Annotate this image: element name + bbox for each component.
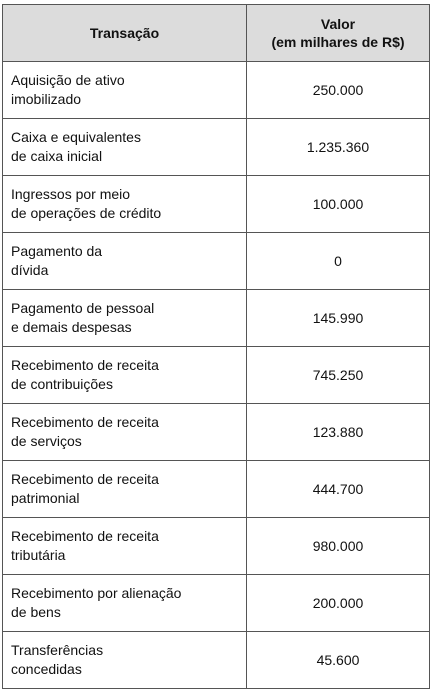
table-row	[3, 233, 430, 290]
transaction-label	[3, 119, 247, 176]
transaction-label-line1: Ingressos por meio	[11, 186, 131, 202]
header-transacao: Transação	[3, 5, 247, 62]
transaction-value: 980.000	[247, 518, 430, 575]
transaction-label-line1: Caixa e equivalentes	[11, 129, 141, 145]
header-valor-line1: Valor	[320, 16, 356, 32]
transaction-label-line2: de contribuições	[11, 376, 113, 392]
transaction-label-line2: e demais despesas	[11, 319, 132, 335]
transaction-label-line1: Pagamento da	[11, 243, 103, 259]
transaction-label	[3, 290, 247, 347]
table-row	[3, 404, 430, 461]
transaction-label-line2: tributária	[11, 547, 66, 563]
transaction-label	[3, 575, 247, 632]
transaction-label-line1: Recebimento por alienação	[11, 585, 182, 601]
header-valor-line2: (em milhares de R$)	[271, 34, 405, 50]
table-row	[3, 632, 430, 689]
transaction-value: 145.990	[247, 290, 430, 347]
table-row	[3, 62, 430, 119]
header-row	[3, 5, 430, 62]
transaction-label	[3, 632, 247, 689]
transaction-value: 100.000	[247, 176, 430, 233]
transactions-table	[2, 4, 430, 689]
transaction-label	[3, 518, 247, 575]
transaction-label	[3, 233, 247, 290]
table-row	[3, 290, 430, 347]
transaction-value: 123.880	[247, 404, 430, 461]
transaction-label-line2: patrimonial	[11, 490, 80, 506]
transaction-label-line1: Pagamento de pessoal	[11, 300, 155, 316]
transaction-label-line1: Aquisição de ativo	[11, 72, 125, 88]
transaction-label-line2: de bens	[11, 604, 61, 620]
table-row	[3, 575, 430, 632]
transaction-label-line2: dívida	[11, 262, 49, 278]
transaction-label	[3, 461, 247, 518]
table-row	[3, 518, 430, 575]
transaction-value: 45.600	[247, 632, 430, 689]
transaction-value: 444.700	[247, 461, 430, 518]
transaction-value: 1.235.360	[247, 119, 430, 176]
table-row	[3, 461, 430, 518]
transaction-label-line2: de serviços	[11, 433, 82, 449]
transaction-label-line1: Recebimento de receita	[11, 414, 159, 430]
transaction-label	[3, 62, 247, 119]
transaction-value: 0	[247, 233, 430, 290]
table-row	[3, 176, 430, 233]
transaction-label-line1: Recebimento de receita	[11, 471, 159, 487]
transaction-value: 250.000	[247, 62, 430, 119]
transaction-value: 745.250	[247, 347, 430, 404]
transaction-label-line2: concedidas	[11, 661, 82, 677]
transaction-label	[3, 347, 247, 404]
transaction-value: 200.000	[247, 575, 430, 632]
table-row	[3, 347, 430, 404]
transaction-label-line2: imobilizado	[11, 91, 82, 107]
transaction-label-line1: Recebimento de receita	[11, 528, 159, 544]
transaction-label-line2: de caixa inicial	[11, 148, 103, 164]
header-valor	[247, 5, 430, 62]
transaction-label-line2: de operações de crédito	[11, 205, 162, 221]
transaction-label	[3, 404, 247, 461]
transaction-label-line1: Transferências	[11, 642, 104, 658]
table-row	[3, 119, 430, 176]
transaction-label	[3, 176, 247, 233]
transaction-label-line1: Recebimento de receita	[11, 357, 159, 373]
